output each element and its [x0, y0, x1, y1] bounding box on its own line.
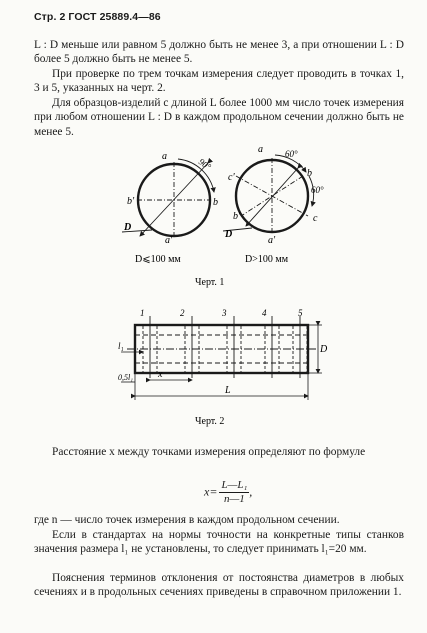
fig2-D: D — [320, 344, 328, 355]
fig1-right-caption: D>100 мм — [245, 254, 289, 265]
fig2-x: x — [158, 369, 163, 380]
fig1-right-c1: c' — [228, 172, 235, 183]
fig2-l1: l₁ — [118, 341, 124, 351]
paragraph-5: где n — число точек измерения в каждом продольном сечении. — [34, 514, 340, 526]
fig1-right-b: b — [307, 168, 312, 179]
fig1-right-D: D — [225, 229, 233, 240]
formula-lhs: x= — [204, 484, 218, 499]
formula-denominator: n—1 — [223, 493, 245, 505]
page-header: Стр. 2 ГОСТ 25889.4—86 — [34, 11, 161, 23]
formula-fraction — [219, 479, 249, 506]
fig2-point-4: 4 — [262, 308, 267, 318]
fig1-right-angle1: 60° — [285, 149, 298, 159]
formula — [204, 479, 252, 506]
fig1-right-angle2: 60° — [311, 185, 324, 195]
paragraph-7: Пояснения терминов отклонения от постоянства диаметров в любых сечениях и в продольных сечениях приведены в справочном приложении 1. — [34, 572, 404, 599]
formula-numerator: L—L₁ — [221, 479, 248, 491]
fig1-left-D: D — [124, 222, 132, 233]
formula-end: , — [249, 484, 253, 499]
fig2-point-1: 1 — [140, 308, 145, 318]
fig1-right-a: a — [258, 144, 263, 155]
fig1-right-c: c — [313, 213, 318, 224]
fig1-left-b1: b' — [127, 196, 135, 207]
fig1-left-a1: a' — [165, 235, 173, 246]
fig2-half-l1: 0,5l₁ — [118, 373, 134, 382]
fig1-left-caption: D⩽100 мм — [135, 254, 181, 265]
fig2-title: Черт. 2 — [195, 416, 225, 427]
paragraph-6: Если в стандартах на нормы точности на конкретные типы станков значения размера l₁ не установлены, то следует принимать l₁=20 мм. — [34, 529, 404, 556]
fig1-title: Черт. 1 — [195, 277, 225, 288]
fig1-left-circle — [122, 159, 214, 238]
fig1-right-circle — [223, 155, 314, 234]
paragraph-4: Расстояние x между точками измерения определяют по формуле — [52, 446, 366, 458]
paragraph-1: L : D меньше или равном 5 должно быть не менее 3, а при отношении L : D более 5 должно быть не менее 5. — [34, 39, 404, 66]
fig1-left-a: a — [162, 151, 167, 162]
fig2-point-3: 3 — [222, 308, 227, 318]
fig1-left-b: b — [213, 197, 218, 208]
fig2-point-5: 5 — [298, 308, 303, 318]
fig2-cylinder — [121, 316, 322, 400]
fig2-point-2: 2 — [180, 308, 185, 318]
paragraph-2: При проверке по трем точкам измерения следует проводить в точках 1, 3 и 5, указанных на черт. 2. — [34, 68, 404, 95]
fig2-L: L — [225, 385, 231, 396]
paragraph-3: Для образцов-изделий с длиной L более 1000 мм число точек измерения при любом отношении L : D в каждом продольном сечении должно быть не менее 5. — [34, 97, 404, 138]
fig1-right-a1: a' — [268, 235, 276, 246]
fig1-left-angle: 90° — [196, 156, 213, 172]
fig1-right-b1: b' — [233, 211, 241, 222]
